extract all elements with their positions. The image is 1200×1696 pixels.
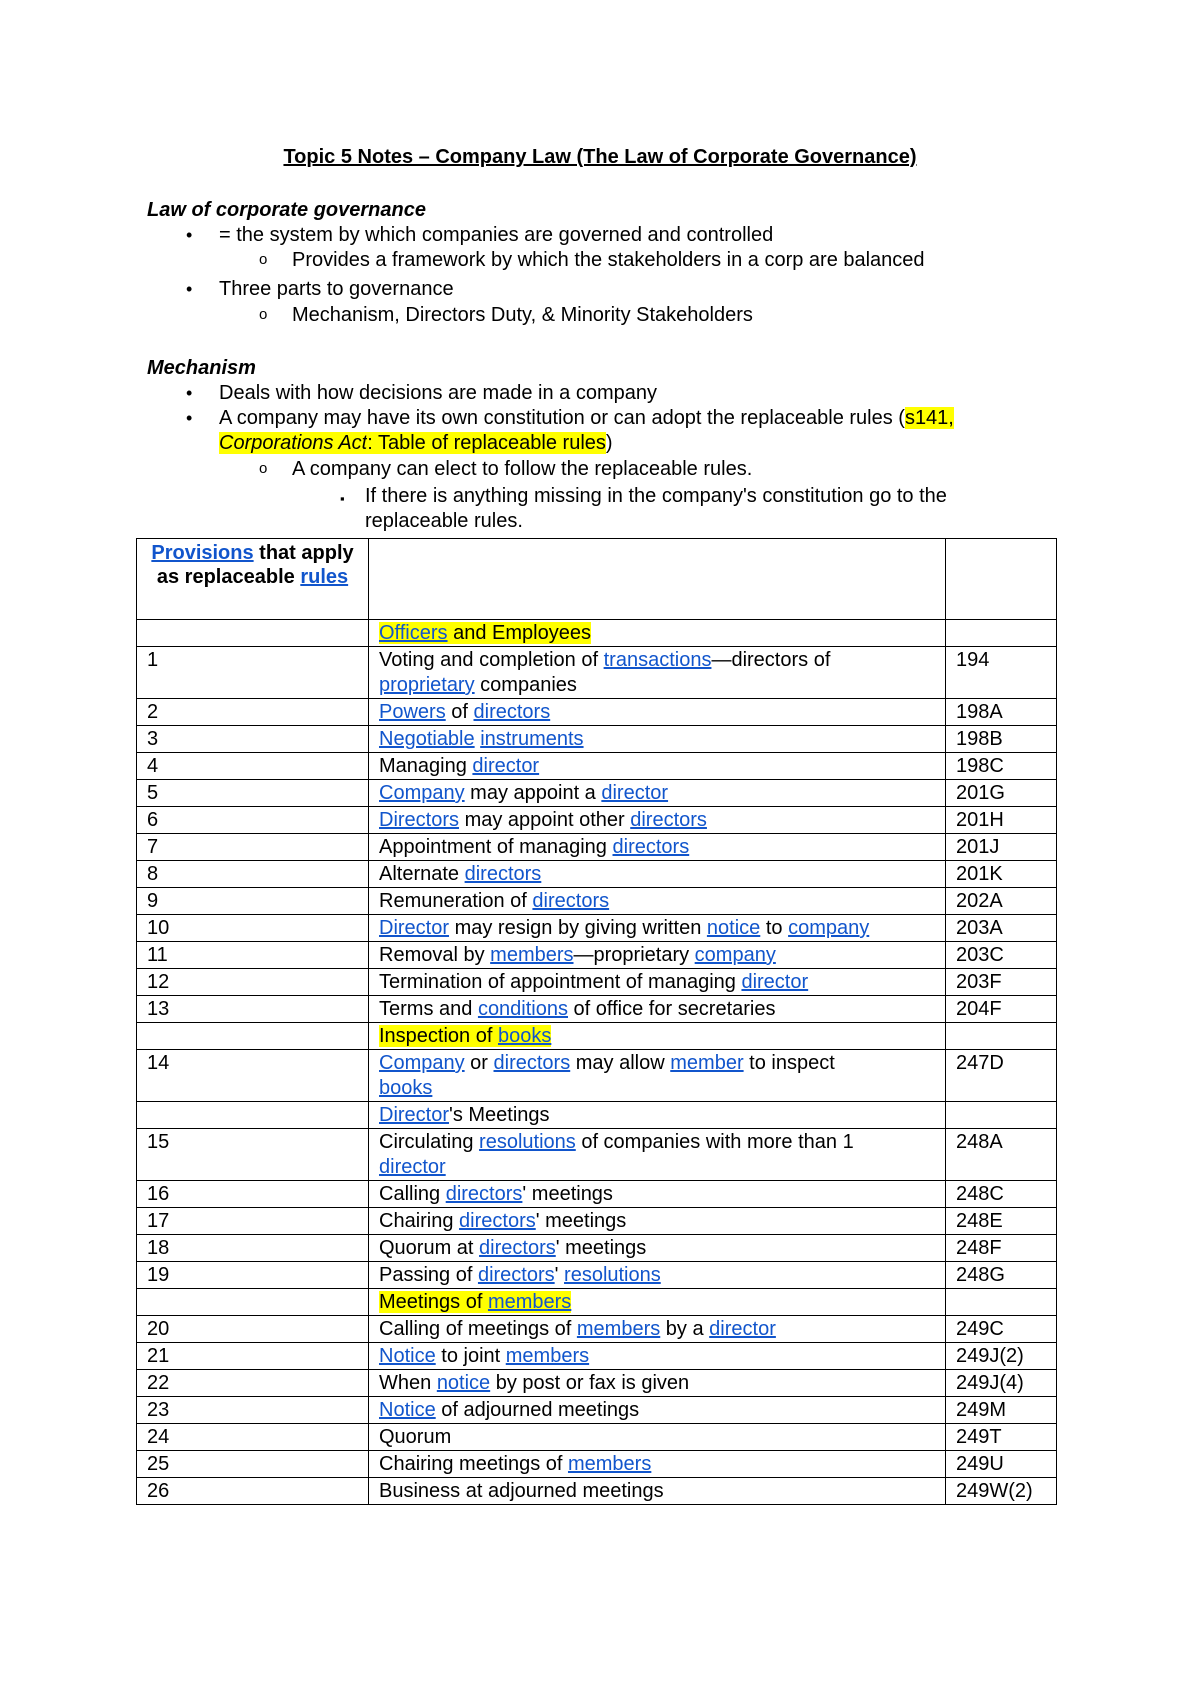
provision-text: When (379, 1372, 437, 1394)
mechanism-bullet-2-cont (219, 431, 613, 456)
bullet-disc-icon: • (186, 408, 193, 428)
provision-cell (369, 915, 946, 942)
table-section-row (137, 1023, 1057, 1050)
provision-text: by post or fax is given (490, 1372, 690, 1394)
provision-text: Voting and completion of (379, 649, 604, 671)
provision-link[interactable]: directors (532, 890, 610, 912)
mechanism-bullet-2-text: A company may have its own constitution or can adopt the replaceable rules ( (219, 407, 905, 429)
provision-link[interactable]: books (497, 1025, 552, 1047)
provision-text: of (445, 701, 474, 723)
section-number-cell: 201K (946, 861, 1057, 888)
rule-number-cell: 13 (137, 996, 369, 1023)
bullet-disc-icon: • (186, 225, 193, 245)
provision-link[interactable]: directors (473, 701, 551, 723)
table-section-row (137, 1289, 1057, 1316)
provision-link[interactable]: members (487, 1291, 572, 1313)
provision-text: —directors of (711, 649, 831, 671)
bullet-circle-icon: o (259, 306, 268, 323)
section-number-cell: 249M (946, 1397, 1057, 1424)
act-name-highlight: Corporations Act (219, 432, 368, 454)
provision-link[interactable]: Notice (379, 1345, 436, 1367)
provision-text: of office for secretaries (568, 998, 776, 1020)
table-row (137, 699, 1057, 726)
table-row (137, 1181, 1057, 1208)
provision-link[interactable]: members (490, 944, 574, 966)
provision-text: Chairing meetings of (379, 1453, 568, 1475)
provision-text: may allow (570, 1052, 671, 1074)
provision-text: by a (660, 1318, 710, 1340)
rule-number-cell: 1 (137, 647, 369, 699)
provision-cell (369, 1129, 946, 1181)
provision-text: ' (554, 1264, 565, 1286)
table-row (137, 780, 1057, 807)
section-number-cell (946, 620, 1057, 647)
provision-link[interactable]: resolutions (479, 1131, 576, 1153)
section-number-cell: 248E (946, 1208, 1057, 1235)
section-number-cell: 249J(2) (946, 1343, 1057, 1370)
rule-number-cell: 18 (137, 1235, 369, 1262)
provision-text: Remuneration of (379, 890, 533, 912)
rule-number-cell: 5 (137, 780, 369, 807)
rule-number-cell: 22 (137, 1370, 369, 1397)
provision-cell (369, 1181, 946, 1208)
provision-text: Calling (379, 1183, 446, 1205)
mechanism-heading: Mechanism (147, 357, 256, 379)
provision-cell (369, 1397, 946, 1424)
provision-link[interactable]: directors (459, 1210, 536, 1232)
provision-link[interactable]: company (788, 917, 870, 939)
rule-number-cell: 3 (137, 726, 369, 753)
rule-number-cell: 9 (137, 888, 369, 915)
section-title-cell (369, 620, 946, 647)
provision-text: Chairing (379, 1210, 460, 1232)
bullet-square-icon: ▪ (340, 491, 345, 506)
provision-cell (369, 753, 946, 780)
section-number-cell: 249T (946, 1424, 1057, 1451)
bullet-circle-icon: o (259, 460, 268, 477)
section-number-cell (946, 1289, 1057, 1316)
provision-link[interactable]: directors (464, 863, 542, 885)
rule-number-cell: 14 (137, 1050, 369, 1102)
header-text: that apply as replaceable (156, 542, 354, 588)
provision-link[interactable]: resolutions (564, 1264, 661, 1286)
provision-text: Appointment of managing (379, 836, 613, 858)
table-row (137, 647, 1057, 699)
provision-text: ' meetings (522, 1183, 613, 1205)
section-number-cell: 249U (946, 1451, 1057, 1478)
table-row (137, 1478, 1057, 1505)
provision-link[interactable]: Director (379, 1104, 450, 1126)
provisions-link[interactable]: Provisions (151, 542, 254, 564)
provision-link[interactable]: Company (379, 782, 465, 804)
provision-text: Managing (379, 755, 473, 777)
provision-link[interactable]: instruments (480, 728, 584, 750)
section-number-cell: 201H (946, 807, 1057, 834)
table-row (137, 942, 1057, 969)
provision-link[interactable]: directors (477, 1264, 555, 1286)
mechanism-subsub-1-cont: replaceable rules. (365, 510, 523, 532)
provision-text: and Employees (447, 622, 591, 644)
table-section-row (137, 620, 1057, 647)
rule-number-cell: 26 (137, 1478, 369, 1505)
provision-link[interactable]: transactions (603, 649, 712, 671)
provision-cell (369, 1451, 946, 1478)
provision-cell (369, 726, 946, 753)
bullet-circle-icon: o (259, 251, 268, 268)
section-number-cell: 247D (946, 1050, 1057, 1102)
section-number-cell (946, 1102, 1057, 1129)
governance-bullet-1: = the system by which companies are governed and controlled (219, 224, 774, 246)
provision-link[interactable]: director (709, 1318, 776, 1340)
section-number-cell: 198C (946, 753, 1057, 780)
provision-link[interactable]: directors (445, 1183, 523, 1205)
table-row (137, 807, 1057, 834)
table-row (137, 1050, 1057, 1102)
section-reference-highlight: s141, (904, 407, 954, 429)
provision-link[interactable]: member (670, 1052, 744, 1074)
provision-link[interactable]: directors (493, 1052, 571, 1074)
provision-cell (369, 834, 946, 861)
provision-cell (369, 1343, 946, 1370)
section-title-cell (369, 1102, 946, 1129)
provision-link[interactable]: members (576, 1318, 661, 1340)
provision-text: Termination of appointment of managing (379, 971, 742, 993)
provision-cell (369, 1208, 946, 1235)
rule-number-cell: 20 (137, 1316, 369, 1343)
provision-text: Quorum (379, 1426, 452, 1448)
provision-text: Alternate (379, 863, 465, 885)
section-number-cell: 249W(2) (946, 1478, 1057, 1505)
provision-text: —proprietary (573, 944, 695, 966)
rule-number-cell: 24 (137, 1424, 369, 1451)
rule-number-cell (137, 620, 369, 647)
rule-number-cell (137, 1102, 369, 1129)
provision-text: to inspect (743, 1052, 835, 1074)
rule-number-cell: 12 (137, 969, 369, 996)
provision-text: Inspection of (379, 1025, 498, 1047)
rule-number-cell: 16 (137, 1181, 369, 1208)
provision-cell (369, 647, 946, 699)
table-row (137, 1397, 1057, 1424)
provision-text: may appoint a (464, 782, 602, 804)
rule-number-cell: 10 (137, 915, 369, 942)
provision-text: Removal by (379, 944, 491, 966)
mechanism-sub-1: A company can elect to follow the replaceable rules. (292, 458, 753, 480)
section-number-cell: 249C (946, 1316, 1057, 1343)
provision-text: Quorum at (379, 1237, 480, 1259)
governance-bullet-2: Three parts to governance (219, 278, 454, 300)
table-header-cell (137, 539, 369, 620)
provision-link[interactable]: director (472, 755, 540, 777)
provision-text: Terms and (379, 998, 478, 1020)
provision-link[interactable]: proprietary (379, 674, 475, 696)
mechanism-bullet-2 (219, 406, 954, 431)
table-row (137, 1208, 1057, 1235)
provision-text: of adjourned meetings (435, 1399, 640, 1421)
rule-number-cell: 8 (137, 861, 369, 888)
governance-sub-1: Provides a framework by which the stakeholders in a corp are balanced (292, 249, 925, 271)
provision-cell (369, 1478, 946, 1505)
section-number-cell (946, 1023, 1057, 1050)
provision-link[interactable]: members (567, 1453, 652, 1475)
provision-text: Business at adjourned meetings (379, 1480, 664, 1502)
table-row (137, 915, 1057, 942)
provision-cell (369, 1235, 946, 1262)
provision-link[interactable]: directors (612, 836, 690, 858)
provision-cell (369, 969, 946, 996)
mechanism-subsub-1: If there is anything missing in the company's constitution go to the (365, 485, 947, 507)
table-row (137, 753, 1057, 780)
table-row (137, 1343, 1057, 1370)
rule-number-cell: 21 (137, 1343, 369, 1370)
provision-text: companies (474, 674, 577, 696)
rule-number-cell: 19 (137, 1262, 369, 1289)
provision-link[interactable]: members (505, 1345, 590, 1367)
section-number-cell: 248A (946, 1129, 1057, 1181)
rule-number-cell: 7 (137, 834, 369, 861)
provision-text: may appoint other (459, 809, 631, 831)
section-number-cell: 249J(4) (946, 1370, 1057, 1397)
provision-text: ' meetings (555, 1237, 647, 1259)
section-number-cell: 248G (946, 1262, 1057, 1289)
section-number-cell: 203F (946, 969, 1057, 996)
provision-link[interactable]: notice (706, 917, 761, 939)
closing-paren: ) (605, 432, 613, 454)
bullet-disc-icon: • (186, 383, 193, 403)
section-number-cell: 202A (946, 888, 1057, 915)
provision-text: may resign by giving written (449, 917, 707, 939)
provision-link[interactable]: directors (479, 1237, 556, 1259)
provision-text: to joint (435, 1345, 506, 1367)
provision-link[interactable]: Directors (379, 809, 460, 831)
provision-link[interactable]: Powers (379, 701, 446, 723)
provision-link[interactable]: director (741, 971, 809, 993)
table-row (137, 1235, 1057, 1262)
provision-cell (369, 1316, 946, 1343)
provision-cell (369, 1262, 946, 1289)
bullet-disc-icon: • (186, 279, 193, 299)
provision-cell (369, 1424, 946, 1451)
section-number-cell: 248F (946, 1235, 1057, 1262)
provision-link[interactable]: books (379, 1077, 433, 1099)
provision-link[interactable]: director (379, 1156, 446, 1178)
rule-number-cell: 25 (137, 1451, 369, 1478)
rule-number-cell: 23 (137, 1397, 369, 1424)
table-row (137, 1262, 1057, 1289)
table-row (137, 726, 1057, 753)
document-title: Topic 5 Notes – Company Law (The Law of Corporate Governance) (283, 146, 917, 168)
provision-link[interactable]: Notice (379, 1399, 436, 1421)
provision-text: 's Meetings (449, 1104, 550, 1126)
section-number-cell: 198A (946, 699, 1057, 726)
provision-link[interactable]: director (601, 782, 669, 804)
provision-link[interactable]: notice (436, 1372, 491, 1394)
section-number-cell: 204F (946, 996, 1057, 1023)
section-title-cell (369, 1289, 946, 1316)
rule-number-cell: 11 (137, 942, 369, 969)
provision-cell (369, 996, 946, 1023)
provision-cell (369, 861, 946, 888)
provision-text: Calling of meetings of (379, 1318, 577, 1340)
provision-text: of companies with more than 1 (575, 1131, 854, 1153)
rule-number-cell: 15 (137, 1129, 369, 1181)
provision-text: Passing of (379, 1264, 478, 1286)
provision-link[interactable]: Negotiable (379, 728, 475, 750)
mechanism-bullet-1: Deals with how decisions are made in a company (219, 382, 657, 404)
table-row (137, 861, 1057, 888)
table-row (137, 996, 1057, 1023)
table-header-blank (946, 539, 1057, 620)
table-header-row (137, 539, 1057, 620)
provision-link[interactable]: conditions (477, 998, 568, 1020)
rule-number-cell: 17 (137, 1208, 369, 1235)
provision-cell (369, 780, 946, 807)
table-row (137, 888, 1057, 915)
provision-cell (369, 888, 946, 915)
governance-sub-2: Mechanism, Directors Duty, & Minority Stakeholders (292, 304, 753, 326)
provision-cell (369, 807, 946, 834)
governance-heading: Law of corporate governance (147, 199, 426, 221)
section-number-cell: 248C (946, 1181, 1057, 1208)
provision-text: or (464, 1052, 494, 1074)
table-row (137, 1129, 1057, 1181)
provision-link[interactable]: company (694, 944, 776, 966)
rules-link[interactable]: rules (300, 566, 349, 588)
table-row (137, 1451, 1057, 1478)
table-row (137, 1316, 1057, 1343)
section-number-cell: 203C (946, 942, 1057, 969)
table-row (137, 834, 1057, 861)
rule-number-cell (137, 1023, 369, 1050)
table-row (137, 1424, 1057, 1451)
provision-link[interactable]: Officers (379, 622, 448, 644)
provision-cell (369, 1050, 946, 1102)
provision-cell (369, 699, 946, 726)
provision-cell (369, 1370, 946, 1397)
table-row (137, 1370, 1057, 1397)
table-header-blank (369, 539, 946, 620)
rule-number-cell (137, 1289, 369, 1316)
provision-link[interactable]: Company (379, 1052, 465, 1074)
table-row (137, 969, 1057, 996)
provision-text: Circulating (379, 1131, 480, 1153)
replaceable-rules-table (136, 538, 1057, 1505)
section-number-cell: 194 (946, 647, 1057, 699)
provision-link[interactable]: directors (630, 809, 707, 831)
provision-link[interactable]: Director (379, 917, 450, 939)
section-title-cell (369, 1023, 946, 1050)
section-number-cell: 201J (946, 834, 1057, 861)
table-section-row (137, 1102, 1057, 1129)
section-number-cell: 203A (946, 915, 1057, 942)
rule-number-cell: 2 (137, 699, 369, 726)
section-number-cell: 198B (946, 726, 1057, 753)
rule-number-cell: 4 (137, 753, 369, 780)
provision-text: to (760, 917, 789, 939)
provision-text: ' meetings (535, 1210, 627, 1232)
rule-number-cell: 6 (137, 807, 369, 834)
provision-cell (369, 942, 946, 969)
table-reference-highlight: : Table of replaceable rules (367, 432, 606, 454)
section-number-cell: 201G (946, 780, 1057, 807)
provision-text: Meetings of (379, 1291, 488, 1313)
